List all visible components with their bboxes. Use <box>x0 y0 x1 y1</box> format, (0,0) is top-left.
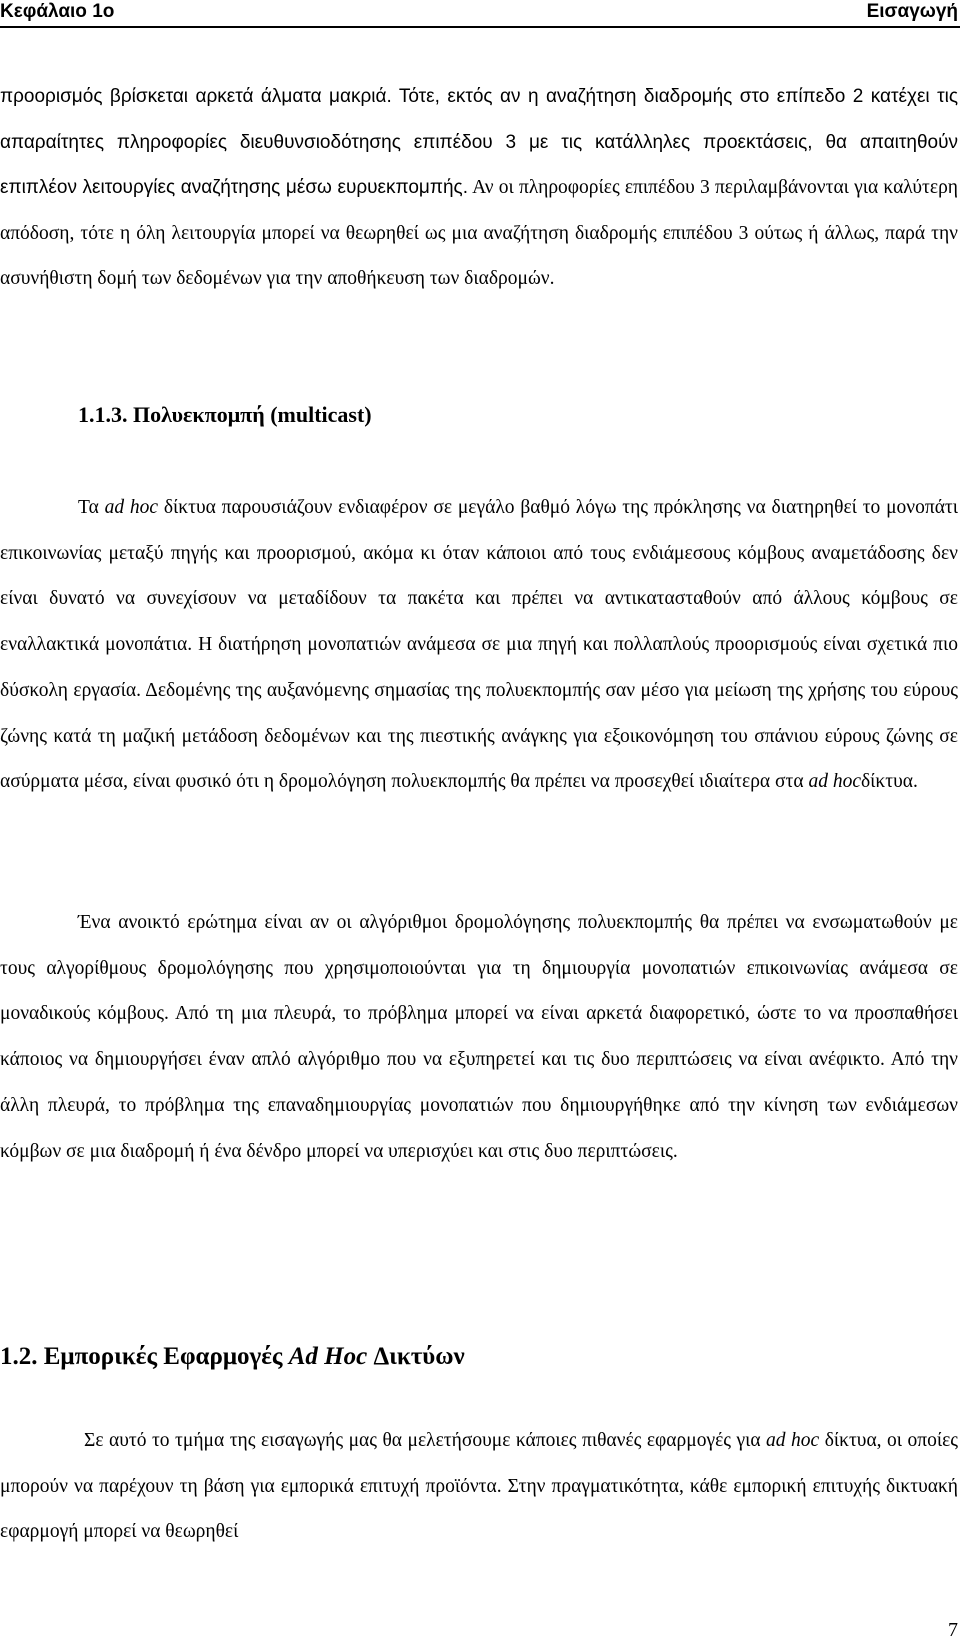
section-label: Εισαγωγή <box>866 1 958 22</box>
paragraph-1 <box>0 74 958 302</box>
paragraph-4-em: ad hoc <box>766 1430 820 1451</box>
paragraph-2-text-c: δίκτυα. <box>860 771 918 793</box>
heading-1-2 <box>0 1341 465 1373</box>
page-number: 7 <box>948 1619 958 1641</box>
chapter-label: Κεφάλαιο 1ο <box>0 1 115 22</box>
paragraph-2-text-a: Τα <box>78 497 105 518</box>
paragraph-2-em-a: ad hoc <box>104 497 159 518</box>
paragraph-4-text-a: Σε αυτό το τμήμα της εισαγωγής μας θα μελετήσουμε κάποιες πιθανές εφαρμογές για <box>84 1430 767 1451</box>
heading-1-2-text-b: Δικτύων <box>367 1343 465 1370</box>
paragraph-2-em-b: ad hoc <box>808 771 861 793</box>
paragraph-4-text-b: δίκτυα, οι οποίες μπορούν να παρέχουν τη βάση για εμπορικά επιτυχή προϊόντα. Στην πραγματικότητα, κάθε εμπορική επιτυχής δικτυακή εφαρμογή μπορεί να θεωρηθεί <box>0 1430 959 1542</box>
paragraph-1-serif-text: Αν οι πληροφορίες επιπέδου 3 περιλαμβάνονται για καλύτερη απόδοση, τότε η όλη λειτουργία μπορεί να θεωρηθεί ως μια αναζήτηση διαδρομής επιπέδου 3 ούτως ή άλλως, παρά την ασυνήθιστη δομή των δεδομένων για την αποθήκευση των διαδρομών. <box>0 177 958 289</box>
page-header <box>0 0 960 28</box>
heading-1-2-em: Ad Hoc <box>288 1343 368 1370</box>
paragraph-1-sans-text: προορισμός βρίσκεται αρκετά άλματα μακριά. Τότε, εκτός αν η αναζήτηση διαδρομής στο επίπεδο 2 κατέχει τις απαραίτητες πληροφορίες διευθυνσιοδότησης επιπέδου 3 με τις κατάλληλες προεκτάσεις, θα απαιτηθούν επιπλέον λειτουργίες αναζήτησης μέσω ευρυεκπομπής. <box>0 86 958 198</box>
paragraph-2 <box>0 485 958 805</box>
heading-1-2-text-a: 1.2. Εμπορικές Εφαρμογές <box>0 1343 289 1370</box>
paragraph-2-text-b: δίκτυα παρουσιάζουν ενδιαφέρον σε μεγάλο βαθμό λόγω της πρόκλησης να διατηρηθεί το μονοπάτι επικοινωνίας μεταξύ πηγής και προορισμού, ακόμα κι όταν κάποιοι από τους ενδιάμεσους κόμβους αναμετάδοσης δεν είναι δυνατό να συνεχίσουν να μεταδίδουν τα πακέτα και πρέπει να αντικατασταθούν από άλλους κόμβους σε εναλλακτικά μονοπάτια. Η διατήρηση μονοπατιών ανάμεσα σε μια πηγή και πολλαπλούς προορισμούς είναι σχετικά πιο δύσκολη εργασία. Δεδομένης της αυξανόμενης σημασίας της πολυεκπομπής σαν μέσο για μείωση της χρήσης του εύρους ζώνης κατά τη μαζική μετάδοση δεδομένων και της πιεστικής ανάγκης για εξοικονόμηση του σπάνιου εύρους ζώνης σε ασύρματα μέσα, είναι φυσικό ότι η δρομολόγηση πολυεκπομπής θα πρέπει να προσεχθεί ιδιαίτερα στα <box>0 497 958 793</box>
paragraph-4 <box>0 1418 958 1555</box>
heading-1-1-3: 1.1.3. Πολυεκπομπή (multicast) <box>78 402 372 427</box>
paragraph-3: Ένα ανοικτό ερώτημα είναι αν οι αλγόριθμοι δρομολόγησης πολυεκπομπής θα πρέπει να ενσωματωθούν με τους αλγορίθμους δρομολόγησης που χρησιμοποιούνται για τη δημιουργία μονοπατιών επικοινωνίας ανάμεσα σε μοναδικούς κόμβους. Από τη μια πλευρά, το πρόβλημα μπορεί να είναι αρκετά διαφορετικό, ώστε το να προσπαθήσει κάποιος να δημιουργήσει έναν απλό αλγόριθμο που να εξυπηρετεί και τις δυο περιπτώσεις να είναι ανέφικτο. Από την άλλη πλευρά, το πρόβλημα της επαναδημιουργίας μονοπατιών που δημιουργήθηκε από την κίνηση των ενδιάμεσων κόμβων σε μια διαδρομή ή ένα δένδρο μπορεί να υπερισχύει και στις δυο περιπτώσεις. <box>0 912 958 1162</box>
